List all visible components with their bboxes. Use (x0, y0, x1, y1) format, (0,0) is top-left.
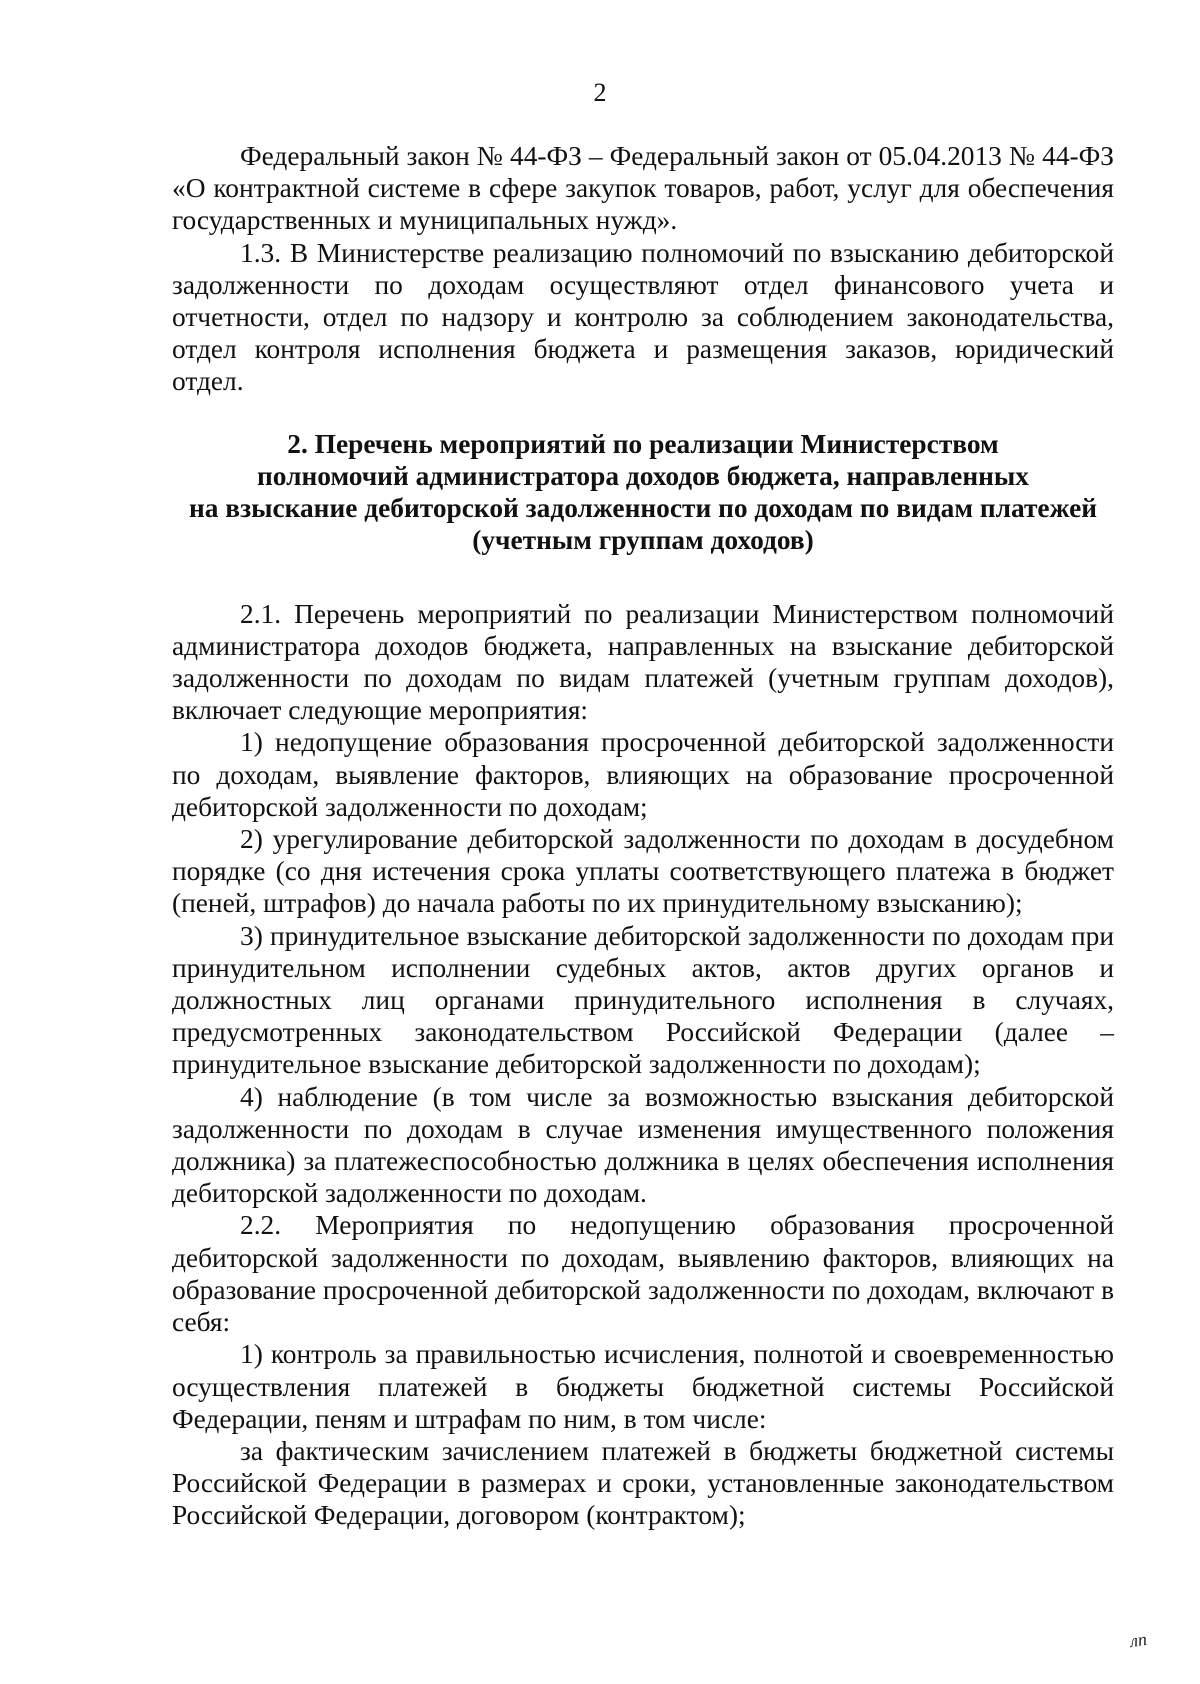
list-item-2-1-2: 2) урегулирование дебиторской задолженности по доходам в досудебном порядке (со дня истечения срока уплаты соответствующего платежа в бюджет (пеней, штрафов) до начала работы по их принудительному взысканию); (172, 824, 1114, 919)
heading-line: на взыскание дебиторской задолженности по доходам по видам платежей (188, 492, 1098, 523)
list-item-2-2-1: 1) контроль за правильностью исчисления, полнотой и своевременностью осуществления платежей в бюджеты бюджетной системы Российской Федерации, пеням и штрафам по ним, в том числе: (172, 1339, 1114, 1434)
list-item-2-1-4: 4) наблюдение (в том числе за возможностью взыскания дебиторской задолженности по доходам в случае изменения имущественного положения должника) за платежеспособностью должника в целях обеспечения исполнения дебиторской задолженности по доходам. (172, 1081, 1114, 1209)
heading-line: 2. Перечень мероприятий по реализации Министерством (287, 428, 999, 459)
handwritten-initials: лп (1128, 1628, 1149, 1652)
paragraph-1-3: 1.3. В Министерстве реализацию полномочий по взысканию дебиторской задолженности по доходам осуществляют отдел финансового учета и отчетности, отдел по надзору и контролю за соблюдением законодательства, отдел контроля исполнения бюджета и размещения заказов, юридический отдел. (172, 237, 1114, 397)
list-item-2-1-1: 1) недопущение образования просроченной дебиторской задолженности по доходам, выявление факторов, влияющих на образование просроченной дебиторской задолженности по доходам; (172, 727, 1114, 822)
page-number: 2 (593, 78, 607, 107)
paragraph-federal-law-definition: Федеральный закон № 44-ФЗ – Федеральный закон от 05.04.2013 № 44-ФЗ «О контрактной системе в сфере закупок товаров, работ, услуг для обеспечения государственных и муниципальных нужд». (172, 141, 1114, 236)
document-body (172, 140, 1114, 1532)
paragraph-2-2: 2.2. Мероприятия по недопущению образования просроченной дебиторской задолженности по доходам, выявлению факторов, влияющих на образование просроченной дебиторской задолженности по доходам, включают в себя: (172, 1210, 1114, 1338)
section-2-heading (172, 428, 1114, 556)
heading-line: полномочий администратора доходов бюджета, направленных (257, 460, 1029, 491)
heading-line: (учетным группам доходов) (472, 524, 814, 555)
list-item-2-1-3: 3) принудительное взыскание дебиторской задолженности по доходам при принудительном исполнении судебных актов, актов других органов и должностных лиц органами принудительного исполнения в случаях, предусмотренных законодательством Российской Федерации (далее – принудительное взыскание дебиторской задолженности по доходам); (172, 920, 1114, 1080)
paragraph-2-1: 2.1. Перечень мероприятий по реализации Министерством полномочий администратора доходов бюджета, направленных на взыскание дебиторской задолженности по доходам по видам платежей (учетным группам доходов), включает следующие мероприятия: (172, 598, 1114, 726)
sub-item-actual-crediting: за фактическим зачислением платежей в бюджеты бюджетной системы Российской Федерации в размерах и сроки, установленные законодательством Российской Федерации, договором (контрактом); (172, 1435, 1114, 1531)
